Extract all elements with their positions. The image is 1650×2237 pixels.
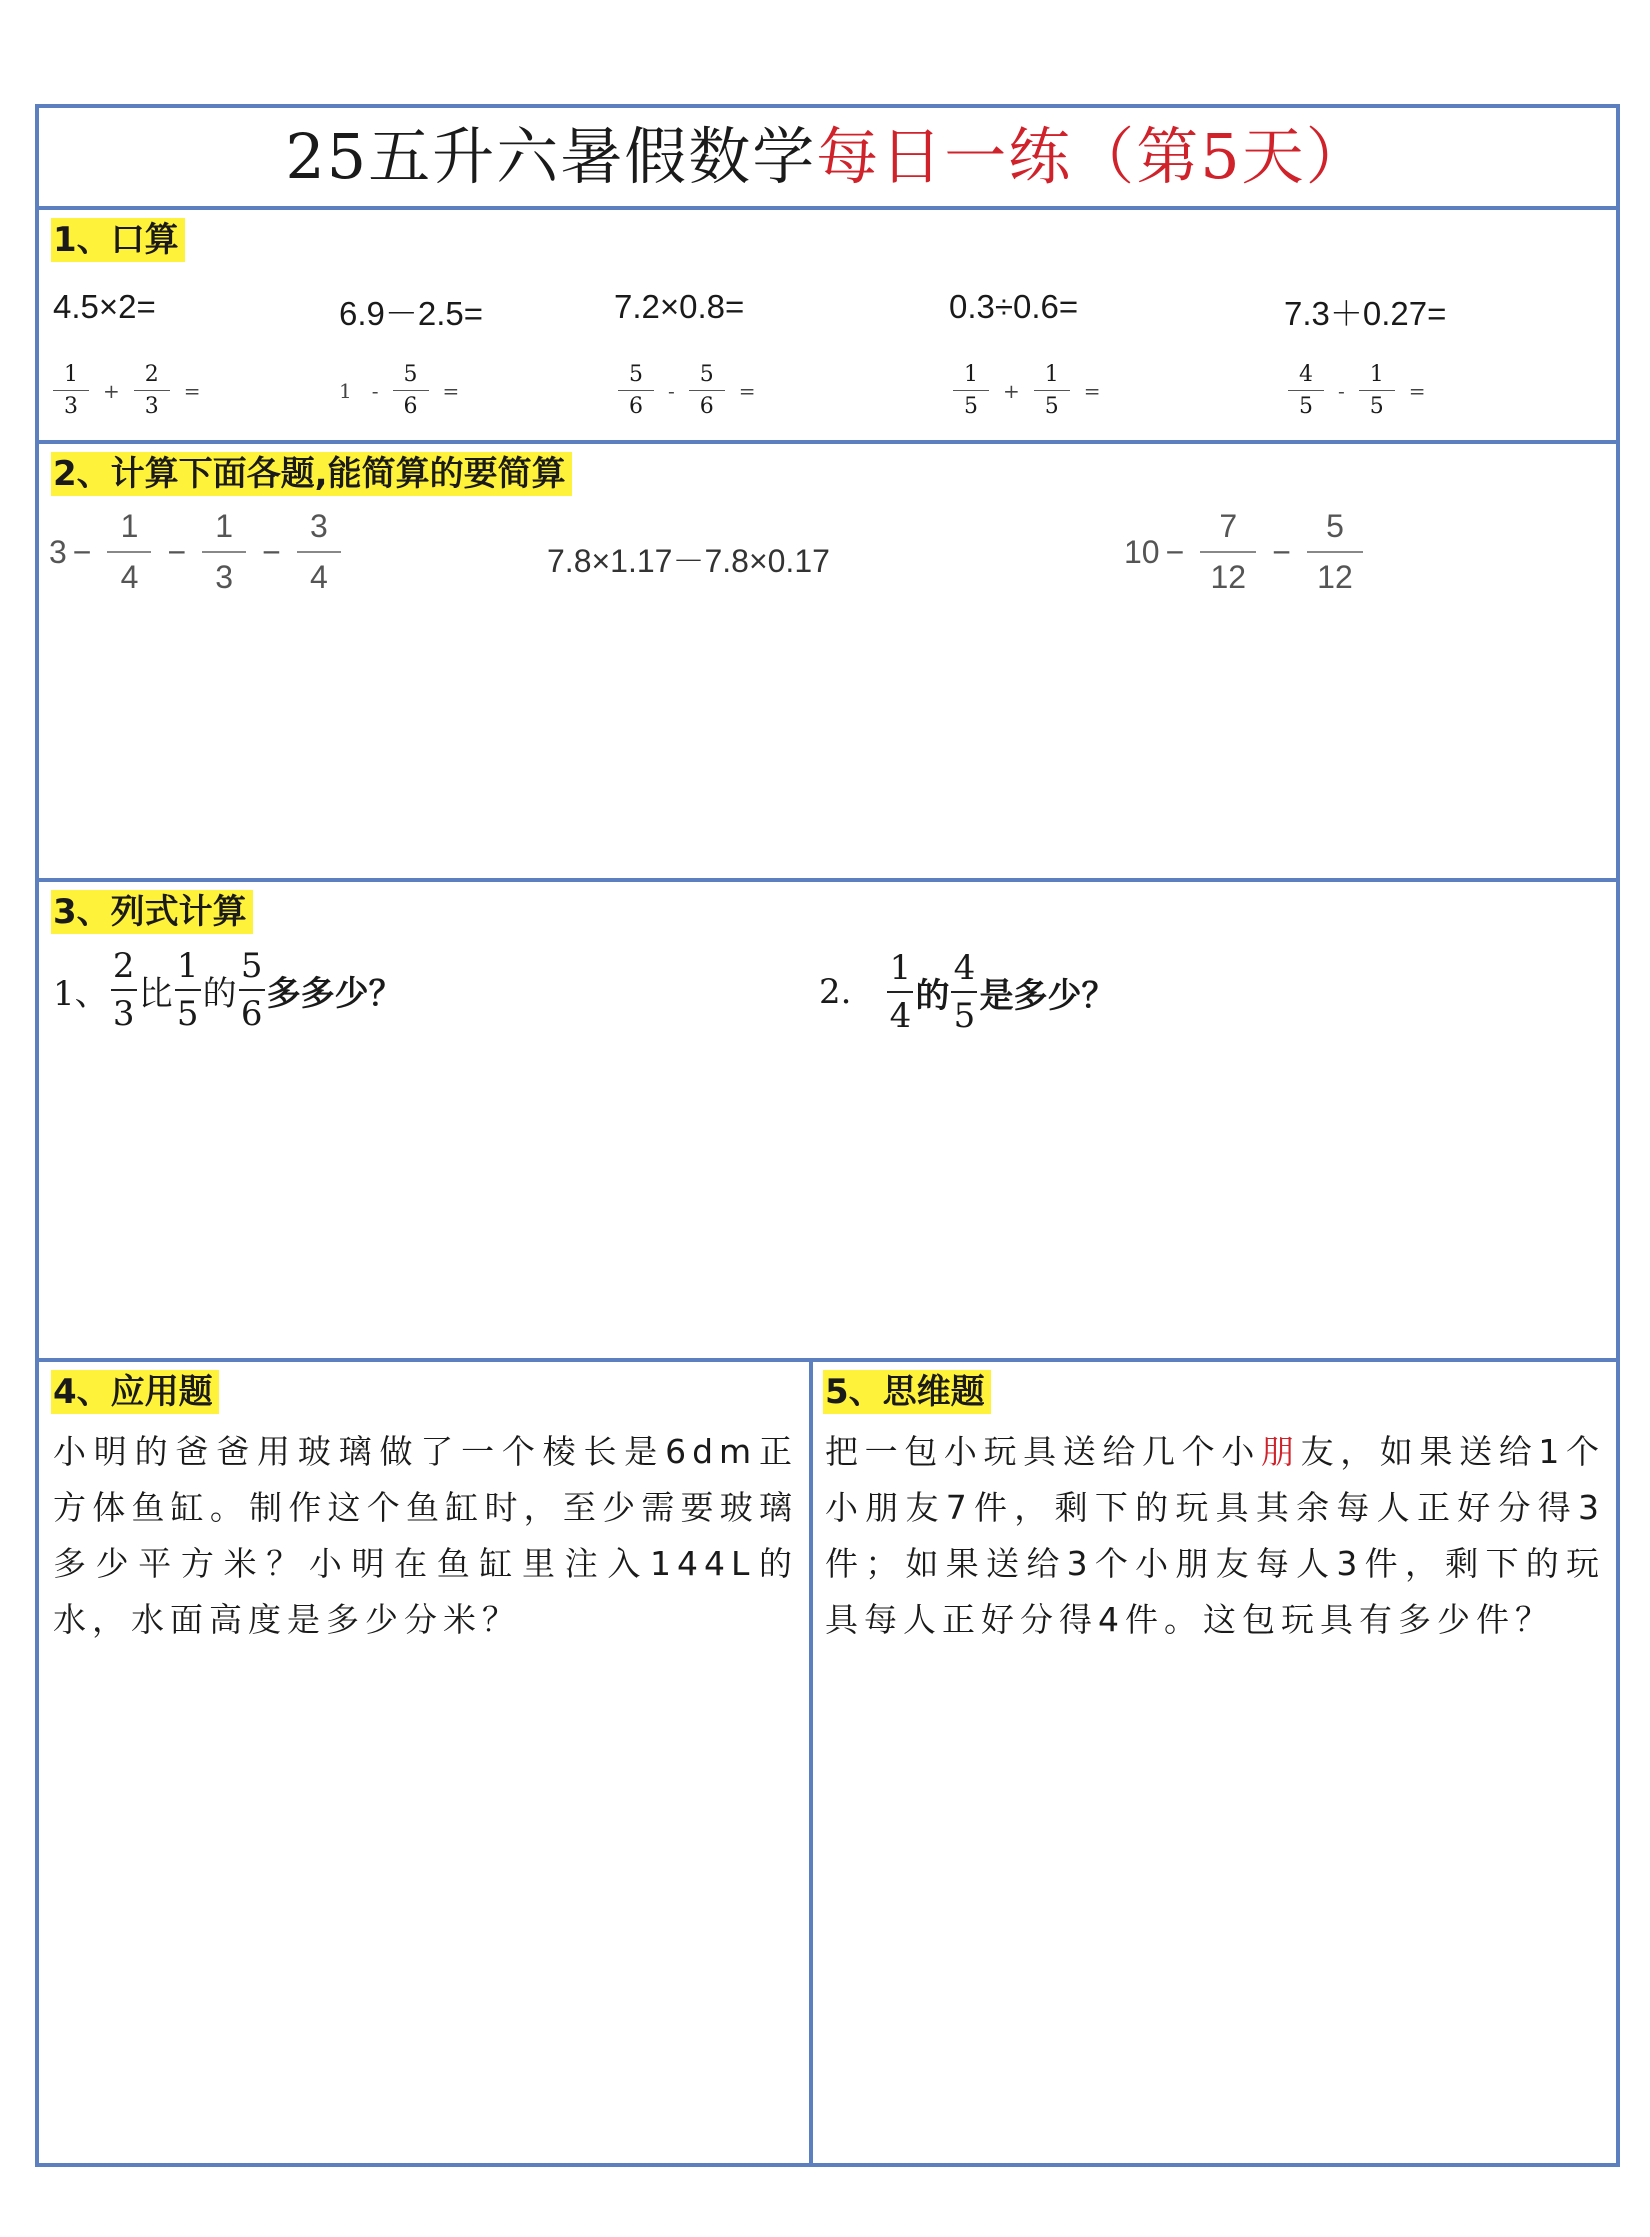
fraction: $\frac{1}{5}$: [953, 362, 989, 419]
title-main: 25五升六暑假数学: [285, 120, 817, 193]
oral-q4: 0.3÷0.6=: [949, 288, 1079, 325]
list-calc-q2: 2. $\frac{1}{4}$ 的 $\frac{4}{5}$ 是多少？: [819, 948, 1116, 1036]
worksheet-title: [39, 108, 1616, 206]
thinking-problem: 把一包小玩具送给几个小朋友，如果送给1个小朋友7件，剩下的玩具其余每人正好分得3件；如果送给3个小朋友每人3件，剩下的玩具每人正好分得4件。这包玩具有多少件？: [825, 1432, 1606, 1639]
divider: [39, 206, 1616, 210]
fraction: $\frac{4}{5}$: [951, 948, 977, 1036]
fraction: $\frac{1}{4}$: [887, 948, 913, 1036]
fraction: $\frac{4}{5}$: [1288, 362, 1324, 419]
divider: [39, 440, 1616, 444]
fraction: $\frac{1}{5}$: [1359, 362, 1395, 419]
title-day: 每日一练（第5天）: [816, 120, 1370, 193]
oral-frac-q5: $\frac{4}{5}$ - $\frac{1}{5}$ =: [1284, 362, 1436, 419]
section1-label: 1、口算: [51, 218, 185, 262]
fraction: $\frac{1}{5}$: [175, 946, 201, 1034]
oral-frac-q2: 1 - $\frac{5}{6}$ =: [339, 362, 460, 419]
section3-label: 3、列式计算: [51, 890, 253, 934]
worksheet: [35, 104, 1620, 2167]
fraction: $\frac{1}{3}$: [53, 362, 89, 419]
fraction: $\frac{5}{6}$: [239, 946, 265, 1034]
divider-vertical: [809, 1358, 813, 2164]
oral-q5: 7.3＋0.27=: [1284, 295, 1447, 332]
section2-label: 2、计算下面各题,能简算的要简算: [51, 452, 572, 496]
fraction: $\frac{5}{6}$: [618, 362, 654, 419]
fraction: $\frac{1}{4}$: [107, 508, 151, 596]
fraction: $\frac{2}{3}$: [111, 946, 137, 1034]
oral-q2: 6.9－2.5=: [339, 295, 484, 332]
fraction: $\frac{5}{6}$: [689, 362, 725, 419]
divider: [39, 878, 1616, 882]
list-calc-q1: 1、 $\frac{2}{3}$ 比 $\frac{1}{5}$ 的 $\frac{5}{6}$ 多多少？: [53, 946, 403, 1034]
divider: [39, 1358, 1616, 1362]
fraction: $\frac{7}{12}$: [1200, 508, 1256, 596]
calc-q1: 3 − $\frac{1}{4}$ − $\frac{1}{3}$ − $\frac{3}{4}$: [49, 508, 351, 596]
section4-label: 4、应用题: [51, 1370, 219, 1414]
calc-q3: 10 − $\frac{7}{12}$ − $\frac{5}{12}$: [1124, 508, 1373, 596]
application-problem: 小明的爸爸用玻璃做了一个棱长是6dm正方体鱼缸。制作这个鱼缸时，至少需要玻璃多少平方米？小明在鱼缸里注入144L的水，水面高度是多少分米？: [53, 1432, 798, 1639]
oral-q3: 7.2×0.8=: [614, 288, 745, 325]
calc-q2: 7.8×1.17－7.8×0.17: [547, 543, 830, 579]
fraction: $\frac{1}{3}$: [202, 508, 246, 596]
oral-frac-q4: $\frac{1}{5}$ + $\frac{1}{5}$ =: [949, 362, 1111, 419]
section5-label: 5、思维题: [823, 1370, 991, 1414]
fraction: $\frac{5}{6}$: [393, 362, 429, 419]
oral-q1: 4.5×2=: [53, 288, 156, 325]
fraction: $\frac{3}{4}$: [297, 508, 341, 596]
oral-frac-q3: $\frac{5}{6}$ - $\frac{5}{6}$ =: [614, 362, 766, 419]
oral-frac-q1: $\frac{1}{3}$ + $\frac{2}{3}$ =: [49, 362, 211, 419]
fraction: $\frac{2}{3}$: [134, 362, 170, 419]
fraction: $\frac{5}{12}$: [1307, 508, 1363, 596]
fraction: $\frac{1}{5}$: [1034, 362, 1070, 419]
